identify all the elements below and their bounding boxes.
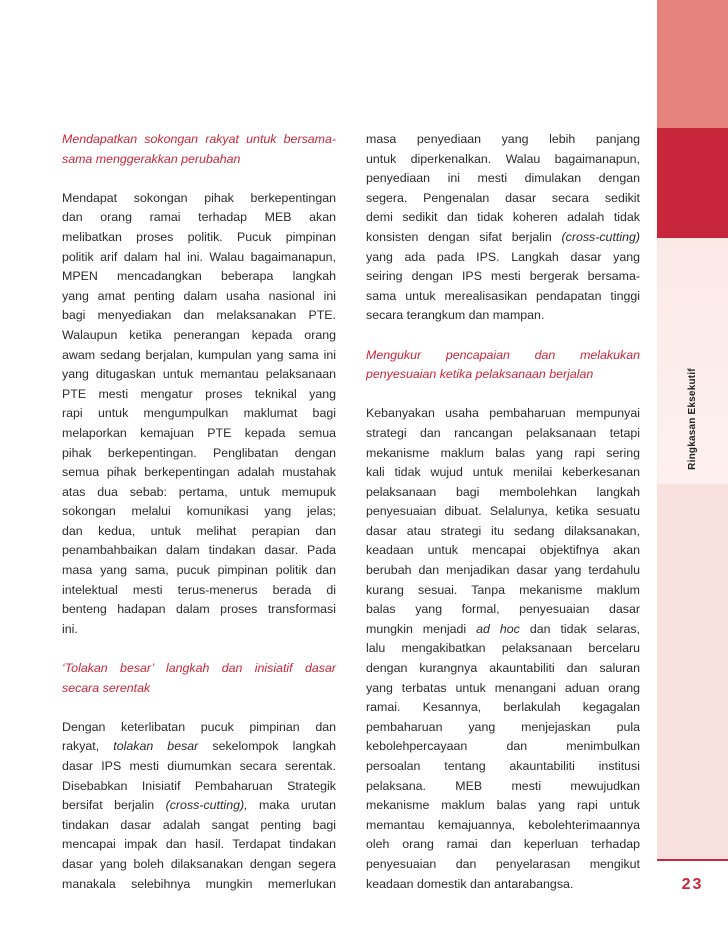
text-line: sama untuk merealisasikan pendapatan tinggi	[366, 288, 640, 303]
heading-line: penyesuaian ketika pelaksanaan berjalan	[366, 367, 594, 382]
text-line: yang amat penting dalam usaha nasional ini	[62, 288, 336, 303]
text-line: seiring dengan IPS mesti bergerak bersama-	[366, 269, 640, 284]
text-line: ini.	[62, 621, 78, 636]
text-line: secara terangkum dan mampan.	[366, 308, 545, 323]
text-line: MPEN mencadangkan beberapa langkah	[62, 269, 336, 284]
paragraph-measure	[366, 404, 640, 894]
text-line: keadaan untuk mencapai objektifnya akan	[366, 543, 640, 558]
text-line: manakala selebihnya mungkin memerlukan	[62, 876, 336, 891]
text-line: mekanisme maklum balas yang rapi sering	[366, 445, 640, 460]
text-line: penyesuaian dan penyelarasan mengikut	[366, 856, 640, 871]
text-line: demi sedikit dan tidak koheren adalah tidak	[366, 210, 640, 225]
text-run: rakyat,	[62, 739, 114, 754]
text-line: pihak berkepentingan. Penglibatan dengan	[62, 445, 336, 460]
text-line: dasar IPS mesti diumumkan secara serentak.	[62, 759, 336, 773]
text-line	[366, 228, 640, 248]
text-line: yang terbatas untuk menangani aduan orang	[366, 680, 640, 695]
text-line: melibatkan proses politik. Pucuk pimpinan	[62, 229, 336, 244]
heading-line: secara serentak	[62, 680, 151, 695]
text-line: persoalan tentang akauntabiliti institusi	[366, 759, 640, 773]
text-line: kali tidak wujud untuk menilai keberkesanan	[366, 465, 640, 480]
text-line: penyesuaian dibuat. Selalunya, ketika sesuatu	[366, 504, 640, 519]
text-run: sekelompok langkah	[198, 739, 336, 754]
text-run: bersifat berjalin	[62, 798, 166, 813]
text-line: kebolehpercayaan dan menimbulkan	[366, 739, 640, 754]
text-line: benteng hadapan dalam proses transformasi	[62, 602, 336, 617]
italic-term: (cross-cutting),	[165, 798, 248, 813]
text-line: atas dua sebab: pertama, untuk memupuk	[62, 484, 336, 499]
italic-term: ad hoc	[476, 621, 520, 636]
italic-term: tolakan besar	[113, 739, 199, 754]
text-line: penyediaan ini mesti dimulakan dengan	[366, 171, 640, 186]
text-line: pelaksana. MEB mesti mewujudkan	[366, 778, 640, 793]
text-line: masa yang sama, pucuk pimpinan politik dan	[62, 563, 336, 578]
text-run: dan tidak selaras,	[519, 621, 641, 636]
text-line: dengan kurangnya akauntabiliti dan saluran	[366, 661, 640, 676]
heading-line: Mendapatkan sokongan rakyat untuk bersama-	[62, 132, 336, 146]
text-line: melaporkan kemajuan PTE kepada semua	[62, 425, 336, 440]
italic-term: (cross-cutting)	[561, 229, 640, 244]
paragraph-support	[62, 189, 336, 640]
heading-line: Mengukur pencapaian dan melakukan	[366, 347, 640, 362]
page-number: 23	[681, 876, 704, 893]
section-heading-big-push	[62, 659, 336, 698]
side-band-top	[657, 0, 728, 128]
text-line: Disebabkan Inisiatif Pembaharuan Strategik	[62, 778, 336, 793]
text-line: memantau kemajuannya, kebolehterimaannya	[366, 817, 640, 832]
text-line: dasar yang boleh dilaksanakan dengan segera	[62, 856, 336, 871]
text-line: pelaksanaan bagi membolehkan langkah	[366, 484, 640, 499]
text-line	[366, 620, 640, 640]
text-line: Dengan keterlibatan pucuk pimpinan dan	[62, 719, 336, 734]
page-number-rule	[657, 859, 728, 861]
text-line: Kebanyakan usaha pembaharuan mempunyai	[366, 406, 640, 421]
text-line: balas yang formal, penyesuaian dasar	[366, 602, 640, 617]
text-line: mekanisme maklum balas yang rapi untuk	[366, 798, 640, 813]
heading-line: sama menggerakkan perubahan	[62, 151, 241, 166]
text-line: strategi dan rancangan pelaksanaan tetapi	[366, 425, 640, 440]
text-line: ramai. Kesannya, berlakulah kegagalan	[366, 700, 640, 715]
text-line: semua pihak berkepentingan adalah mustahak	[62, 465, 336, 480]
right-column	[366, 130, 640, 894]
side-band-lower	[657, 484, 728, 860]
text-line: Mendapat sokongan pihak berkepentingan	[62, 190, 336, 205]
text-run: mungkin menjadi	[366, 621, 477, 636]
left-column	[62, 130, 336, 894]
text-line: yang ada pada IPS. Langkah dasar yang	[366, 249, 640, 264]
text-line: dan orang ramai terhadap MEB akan	[62, 210, 336, 225]
text-line: untuk diperkenalkan. Walau bagaimanapun,	[366, 151, 640, 166]
text-run: konsisten dengan sifat berjalin	[366, 229, 562, 244]
text-line: masa penyediaan yang lebih panjang	[366, 132, 640, 146]
text-line: rapi untuk mengumpulkan maklumat bagi	[62, 406, 336, 421]
text-line: awam sedang berjalan, kumpulan yang sama ini	[62, 347, 336, 362]
text-line: oleh orang ramai dan keperluan terhadap	[366, 837, 640, 852]
text-line: tindakan dasar adalah sangat penting bagi	[62, 817, 336, 832]
text-line: yang ditugaskan untuk memantau pelaksanaan	[62, 367, 336, 382]
section-side-label: Ringkasan Eksekutif	[687, 368, 698, 470]
text-line: sokongan melalui komunikasi yang jelas;	[62, 504, 336, 519]
text-line: lalu mengakibatkan pelaksanaan bercelaru	[366, 641, 640, 656]
side-band-red	[657, 128, 728, 238]
heading-line: ‘Tolakan besar’ langkah dan inisiatif dasar	[62, 661, 336, 676]
text-line: PTE mesti mengatur proses teknikal yang	[62, 386, 336, 401]
paragraph-continued	[366, 130, 640, 326]
text-line: keadaan domestik dan antarabangsa.	[366, 876, 574, 891]
text-line: pembaharuan yang menjejaskan pula	[366, 719, 640, 734]
section-heading-support	[62, 130, 336, 169]
text-line: kurang sesuai. Tanpa mekanisme maklum	[366, 582, 640, 597]
text-line	[62, 737, 336, 757]
text-line: berubah dan menjadikan dasar yang terdahulu	[366, 563, 640, 578]
text-line	[62, 796, 336, 816]
text-line: politik arif dalam hal ini. Walau bagaimanapun,	[62, 249, 336, 264]
text-line: dasar atau strategi itu sedang dilaksanakan,	[366, 523, 640, 538]
text-line: penambahbaikan dalam tindakan dasar. Pada	[62, 543, 336, 558]
section-heading-measure	[366, 346, 640, 385]
text-line: intelektual mesti terus-menerus berada di	[62, 582, 336, 597]
text-line: bagi menyediakan dan melaksanakan PTE.	[62, 308, 336, 323]
text-line: dan kedua, untuk melihat perapian dan	[62, 523, 336, 538]
paragraph-big-push	[62, 718, 336, 894]
text-line: Walaupun ketika penerangan kepada orang	[62, 327, 336, 342]
text-run: maka urutan	[247, 798, 336, 813]
text-line: segera. Pengenalan dasar secara sedikit	[366, 190, 640, 205]
text-line: mencapai impak dan hasil. Terdapat tindakan	[62, 837, 336, 852]
